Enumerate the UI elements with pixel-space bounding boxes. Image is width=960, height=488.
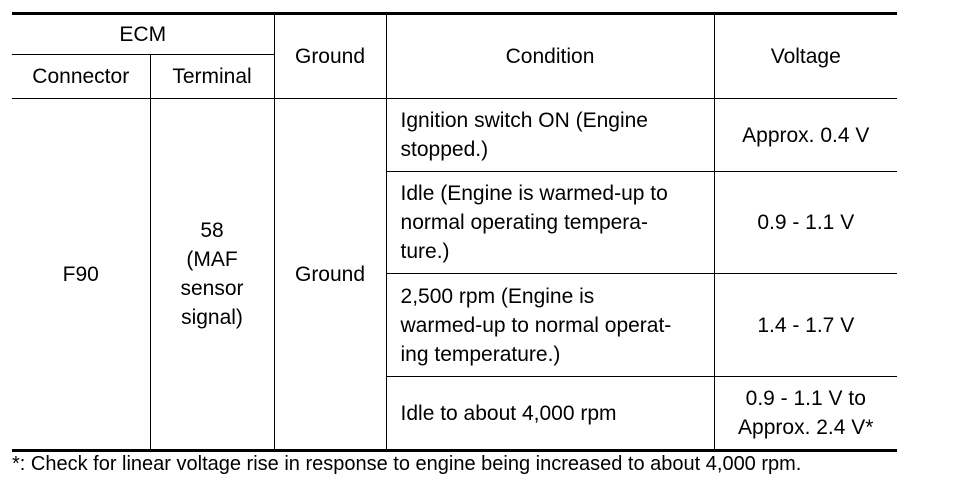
voltage-cell: 0.9 - 1.1 V — [714, 172, 897, 274]
header-connector: Connector — [12, 55, 150, 99]
header-ecm: ECM — [12, 14, 274, 55]
terminal-line: 58 — [200, 219, 224, 242]
condition-line: Idle (Engine is warmed-up to — [400, 182, 668, 205]
voltage-line: Approx. 2.4 V* — [738, 416, 874, 439]
condition-cell — [386, 274, 714, 377]
terminal-line: (MAF — [186, 248, 238, 271]
ecm-voltage-table — [12, 12, 897, 452]
header-ground: Ground — [274, 14, 386, 99]
header-voltage: Voltage — [714, 14, 897, 99]
condition-line: ing temperature.) — [400, 342, 561, 366]
terminal-cell — [150, 99, 274, 451]
terminal-line: signal) — [181, 306, 243, 329]
condition-line: ture.) — [400, 240, 450, 263]
header-terminal: Terminal — [150, 55, 274, 99]
header-condition: Condition — [386, 14, 714, 99]
ground-cell: Ground — [274, 99, 386, 451]
voltage-cell: Approx. 0.4 V — [714, 99, 897, 172]
condition-cell — [386, 99, 714, 172]
condition-line: stopped.) — [400, 138, 489, 161]
voltage-cell: 1.4 - 1.7 V — [714, 274, 897, 377]
connector-cell: F90 — [12, 99, 150, 451]
terminal-line: sensor — [180, 277, 244, 300]
condition-line: 2,500 rpm (Engine is — [400, 284, 595, 308]
condition-line: warmed-up to normal operat- — [400, 313, 672, 337]
footnote: *: Check for linear voltage rise in response to engine being increased to about 4,000 rpm. — [12, 453, 802, 475]
table-row — [12, 99, 897, 172]
condition-cell: Idle to about 4,000 rpm — [386, 377, 714, 451]
voltage-cell — [714, 377, 897, 451]
voltage-line: 0.9 - 1.1 V to — [745, 387, 866, 410]
condition-line: Ignition switch ON (Engine — [400, 109, 648, 132]
condition-line: normal operating tempera- — [400, 211, 648, 234]
condition-cell — [386, 172, 714, 274]
